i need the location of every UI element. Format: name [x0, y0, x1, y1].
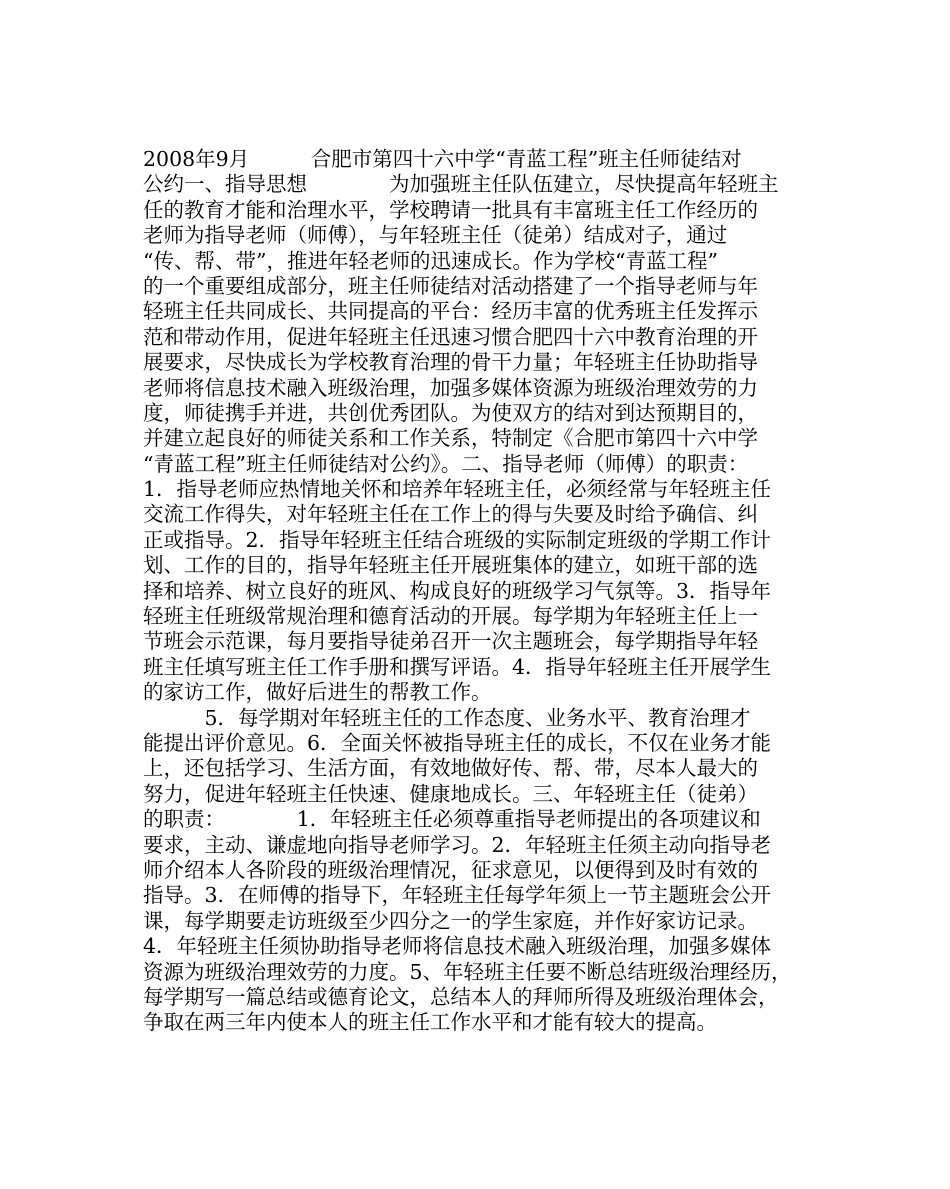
document-line: 5．每学期对年轻班主任的工作态度、业务水平、教育治理才: [143, 705, 751, 730]
document-line: 展要求，尽快成长为学校教育治理的骨干力量；年轻班主任协助指导: [143, 350, 758, 375]
document-line: “传、帮、带”，推进年轻老师的迅速成长。作为学校“青蓝工程”: [143, 248, 718, 273]
document-line: 师介绍本人各阶段的班级治理情况，征求意见，以便得到及时有效的: [143, 857, 758, 882]
document-line: 交流工作得失，对年轻班主任在工作上的得与失要及时给予确信、纠: [143, 502, 758, 527]
document-line: 班主任填写班主任工作手册和撰写评语。4．指导年轻班主任开展学生: [143, 654, 772, 679]
document-line: 资源为班级治理效劳的力度。5、年轻班主任要不断总结班级治理经历，: [143, 959, 792, 984]
document-line: 的职责： 1．年轻班主任必须尊重指导老师提出的各项建议和: [143, 807, 761, 832]
document-line: 择和培养、树立良好的班风、构成良好的班级学习气氛等。3．指导年: [143, 578, 772, 603]
document-line: “青蓝工程”班主任师徒结对公约》。二、指导老师（师傅）的职责：: [143, 451, 749, 476]
document-line: 努力，促进年轻班主任快速、健康地成长。三、年轻班主任（徒弟）: [143, 781, 758, 806]
document-line: 指导。3．在师傅的指导下，年轻班主任每学年须上一节主题班会公开: [143, 883, 772, 908]
document-line: 争取在两三年内使本人的班主任工作水平和才能有较大的提高。: [143, 1010, 717, 1035]
document-line: 每学期写一篇总结或德育论文，总结本人的拜师所得及班级治理体会，: [143, 984, 779, 1009]
document-line: 上，还包括学习、生活方面，有效地做好传、帮、带，尽本人最大的: [143, 756, 758, 781]
document-line: 1．指导老师应热情地关怀和培养年轻班主任，必须经常与年轻班主任: [143, 477, 772, 502]
document-line: 老师为指导老师（师傅），与年轻班主任（徒弟）结成对子，通过: [143, 223, 728, 248]
document-line: 并建立起良好的师徒关系和工作关系，特制定《合肥市第四十六中学: [143, 426, 758, 451]
document-line: 能提出评价意见。6．全面关怀被指导班主任的成长，不仅在业务才能: [143, 730, 772, 755]
document-line: 课，每学期要走访班级至少四分之一的学生家庭，并作好家访记录。: [143, 908, 758, 933]
document-line: 度，师徒携手并进，共创优秀团队。为使双方的结对到达预期目的，: [143, 400, 758, 425]
document-line: 轻班主任共同成长、共同提高的平台：经历丰富的优秀班主任发挥示: [143, 299, 758, 324]
document-line: 范和带动作用，促进年轻班主任迅速习惯合肥四十六中教育治理的开: [143, 324, 758, 349]
document-line: 的家访工作，做好后进生的帮教工作。: [143, 680, 492, 705]
document-line: 的一个重要组成部分，班主任师徒结对活动搭建了一个指导老师与年: [143, 273, 758, 298]
document-line: 公约一、指导思想 为加强班主任队伍建立，尽快提高年轻班主: [143, 172, 779, 197]
document-line: 正或指导。2．指导年轻班主任结合班级的实际制定班级的学期工作计: [143, 527, 772, 552]
document-line: 要求，主动、谦虚地向指导老师学习。2．年轻班主任须主动向指导老: [143, 832, 772, 857]
document-line: 2008年9月 合肥市第四十六中学“青蓝工程”班主任师徒结对: [143, 147, 742, 171]
document-line: 老师将信息技术融入班级治理，加强多媒体资源为班级治理效劳的力: [143, 375, 758, 400]
document-body: [143, 147, 823, 1036]
document-line: 节班会示范课，每月要指导徒弟召开一次主题班会，每学期指导年轻: [143, 629, 758, 654]
document-line: 轻班主任班级常规治理和德育活动的开展。每学期为年轻班主任上一: [143, 604, 758, 629]
document-line: 划、工作的目的，指导年轻班主任开展班集体的建立，如班干部的选: [143, 553, 758, 578]
document-line: 任的教育才能和治理水平，学校聘请一批具有丰富班主任工作经历的: [143, 197, 758, 222]
document-line: 4．年轻班主任须协助指导老师将信息技术融入班级治理，加强多媒体: [143, 934, 772, 959]
